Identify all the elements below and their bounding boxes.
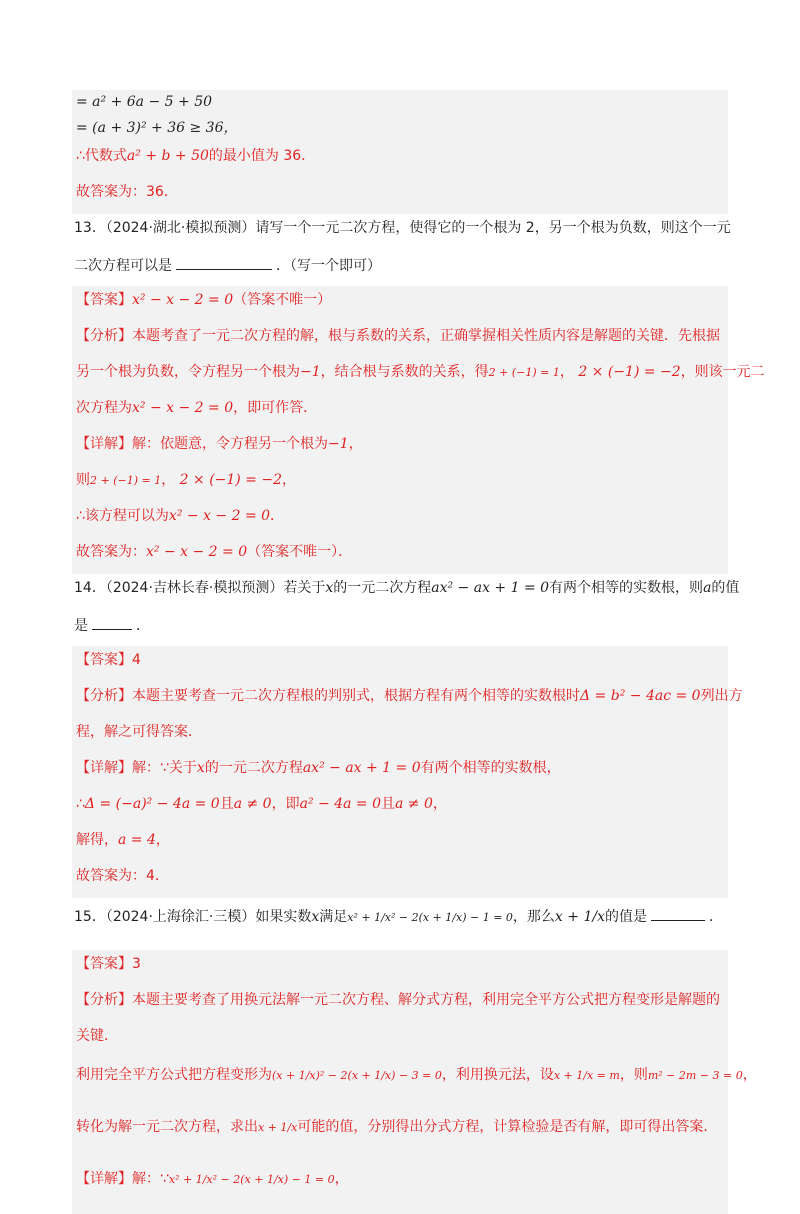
prev-solution — [72, 90, 728, 214]
prev-final: 故答案为：36． — [76, 184, 178, 200]
q15-analysis-2: 关键． — [76, 1028, 118, 1044]
question-14 — [72, 574, 740, 646]
prev-step-2: = (a + 3)² + 36 ≥ 36， — [76, 120, 238, 136]
q15-answer: 【答案】3 — [76, 956, 141, 972]
prev-conclusion: ∴代数式a² + b + 50的最小值为 36． — [76, 148, 316, 164]
q13-final: 故答案为：x² − x − 2 = 0（答案不唯一）． — [76, 544, 353, 560]
q13-analysis-1: 【分析】本题考查了一元二次方程的解，根与系数的关系，正确掌握相关性质内容是解题的关键．先根据 — [76, 328, 720, 344]
q13-text-line-1: 13．（2024·湖北·模拟预测）请写一个一元二次方程，使得它的一个根为 2，另一个根为负数，则这个一元 — [74, 220, 731, 236]
q15-detail-1: 【详解】解：∵x² + 1/x² − 2(x + 1/x) − 1 = 0， — [76, 1171, 349, 1187]
answer-blank — [651, 904, 705, 921]
q13-text-line-2: 二次方程可以是 ．（写一个即可） — [74, 250, 726, 286]
q13-analysis-3: 次方程为x² − x − 2 = 0，即可作答． — [76, 400, 318, 416]
q14-detail-3: 解得，a = 4， — [76, 832, 170, 848]
q14-analysis-1: 【分析】本题主要考查一元二次方程根的判别式，根据方程有两个相等的实数根时Δ = b² − 4ac = 0列出方 — [76, 688, 743, 704]
q13-detail-1: 【详解】解：依题意，令方程另一个根为−1， — [76, 436, 363, 452]
q14-detail-2: ∴Δ = (−a)² − 4a = 0且a ≠ 0，即a² − 4a = 0且a ≠ 0， — [76, 796, 447, 812]
q14-text-line-1: 14．（2024·吉林长春·模拟预测）若关于x的一元二次方程ax² − ax + 1 = 0有两个相等的实数根，则a的值 — [74, 580, 740, 596]
answer-blank — [176, 253, 272, 270]
prev-step-1: = a² + 6a − 5 + 50 — [76, 94, 213, 110]
q15-analysis-3: 利用完全平方公式把方程变形为(x + 1/x)² − 2(x + 1/x) − 3 = 0，利用换元法，设x + 1/x = m，则m² − 2m − 3 = 0， — [76, 1067, 757, 1083]
question-15 — [72, 898, 728, 950]
question-13 — [72, 214, 731, 286]
q14-analysis-2: 程，解之可得答案． — [76, 724, 202, 740]
q13-detail-2: 则2 + (−1) = 1， 2 × (−1) = −2， — [76, 472, 297, 488]
q13-detail-3: ∴该方程可以为x² − x − 2 = 0． — [76, 508, 285, 524]
q14-final: 故答案为：4． — [76, 868, 169, 884]
q13-solution — [72, 286, 765, 574]
q15-analysis-1: 【分析】本题主要考查了用换元法解一元二次方程、解分式方程，利用完全平方公式把方程变形是解题的 — [76, 992, 720, 1008]
q14-text-line-2: 是 ． — [74, 610, 726, 646]
q15-solution — [72, 950, 757, 1214]
q14-detail-1: 【详解】解：∵关于x的一元二次方程ax² − ax + 1 = 0有两个相等的实数根， — [76, 760, 561, 776]
q13-answer: 【答案】x² − x − 2 = 0（答案不唯一） — [76, 292, 332, 308]
document-page — [72, 90, 765, 1214]
q15-text: 15．（2024·上海徐汇·三模）如果实数x满足x² + 1/x² − 2(x + 1/x) − 1 = 0，那么x + 1/x的值是 ． — [74, 898, 726, 950]
q14-solution — [72, 646, 743, 898]
q15-analysis-4: 转化为解一元二次方程，求出x + 1/x可能的值，分别得出分式方程，计算检验是否有解，即可得出答案． — [76, 1119, 718, 1135]
q13-analysis-2: 另一个根为负数，令方程另一个根为−1，结合根与系数的关系，得2 + (−1) = 1， 2 × (−1) = −2，则该一元二 — [76, 364, 765, 380]
answer-blank — [92, 613, 132, 630]
q14-answer: 【答案】4 — [76, 652, 141, 668]
